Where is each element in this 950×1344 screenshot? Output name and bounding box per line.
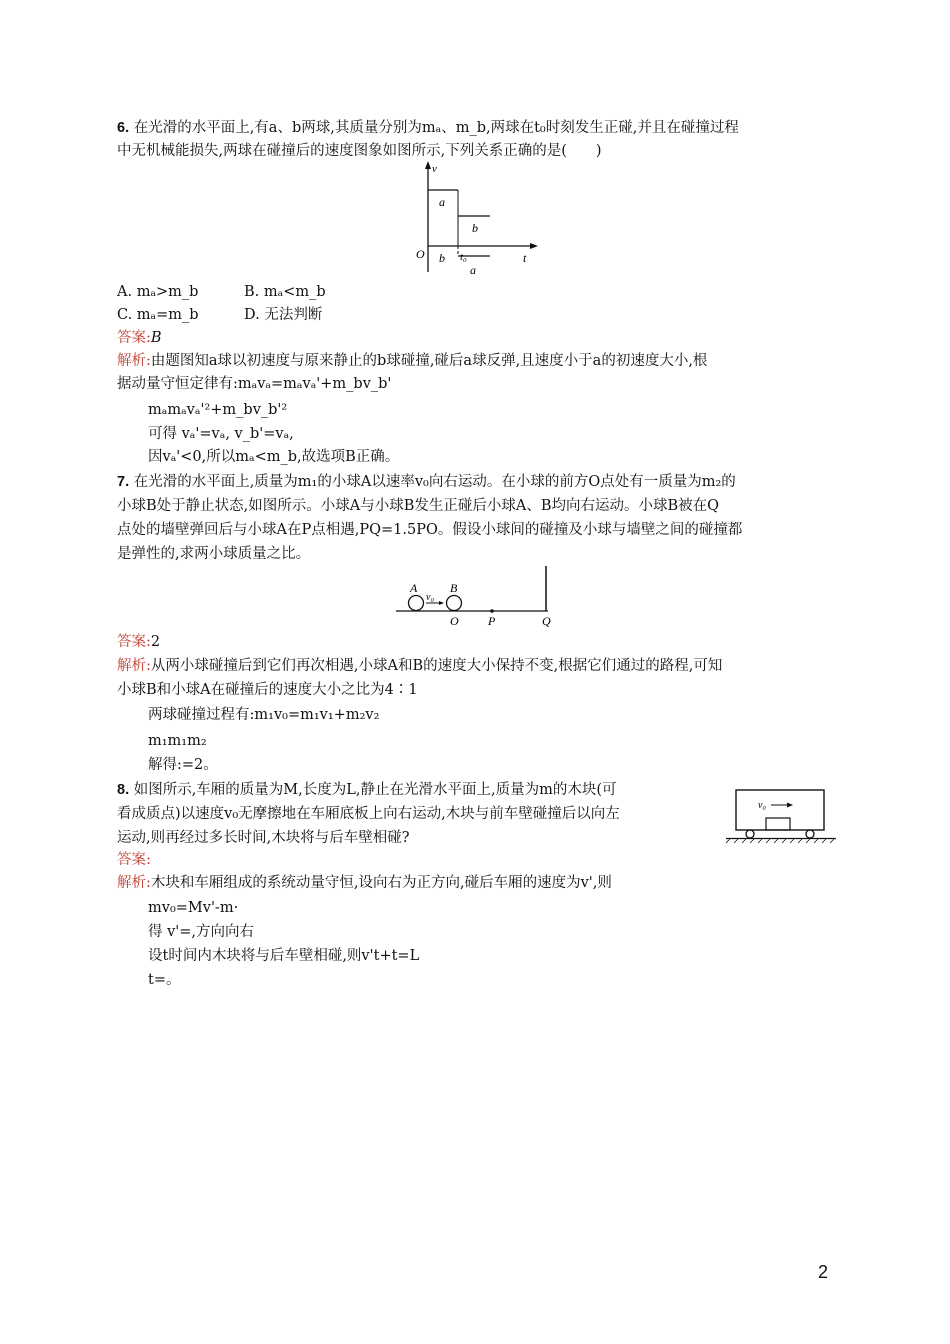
q8-stem-3: 运动,则再经过多长时间,木块将与后车壁相碰? xyxy=(117,830,410,846)
q6-answer-value: B xyxy=(150,330,162,346)
q7-ball-a xyxy=(409,596,424,611)
q7-label-p: P xyxy=(488,614,496,628)
q7-analysis-label: 解析: xyxy=(117,658,151,674)
q7-analysis-line-1 xyxy=(117,656,722,676)
q6-label-b-before: b xyxy=(439,251,445,265)
q7-stem-4: 是弹性的,求两小球质量之比。 xyxy=(117,546,311,562)
q7-label-b: B xyxy=(450,581,458,595)
q7-stem-1: 在光滑的水平面上,质量为m₁的小球A以速率v₀向右运动。在小球的前方O点处有一质量为m₂的 xyxy=(133,474,736,490)
q6-option-b: B. mₐ<m_b xyxy=(244,284,326,300)
q6-analysis-4: 可得 vₐ'=vₐ, v_b'=vₐ, xyxy=(148,426,294,442)
q6-option-a: A. mₐ>m_b xyxy=(117,284,199,300)
q7-analysis-1: 从两小球碰撞后到它们再次相遇,小球A和B的速度大小保持不变,根据它们通过的路程,可知 xyxy=(150,658,723,674)
q6-option-c: C. mₐ=m_b xyxy=(117,307,199,323)
q7-stem-3: 点处的墙壁弹回后与小球A在P点相遇,PQ=1.5PO。假设小球间的碰撞及小球与墙壁之间的碰撞都 xyxy=(117,522,743,538)
q7-text-line-1 xyxy=(117,472,736,492)
q8-answer xyxy=(117,850,151,870)
q7-analysis-4: m₁m₁m₂ xyxy=(148,733,207,749)
q8-carriage-diagram xyxy=(726,782,838,844)
q6-origin: O xyxy=(416,247,425,261)
q8-stem-1: 如图所示,车厢的质量为M,长度为L,静止在光滑水平面上,质量为m的木块(可 xyxy=(133,782,617,798)
q8-block xyxy=(766,818,790,830)
q8-number: 8. xyxy=(117,782,130,798)
q7-answer-value: 2 xyxy=(150,634,161,650)
q7-answer-label: 答案: xyxy=(117,634,151,650)
q6-axis-v: v xyxy=(432,163,437,175)
q6-answer-label: 答案: xyxy=(117,330,151,346)
q6-label-t0: t₀ xyxy=(460,251,467,263)
q8-text-line-1 xyxy=(117,780,617,800)
q6-stem-1: 在光滑的水平面上,有a、b两球,其质量分别为mₐ、m_b,两球在t₀时刻发生正碰,并且在碰撞过程 xyxy=(133,120,739,136)
q6-analysis-2: 据动量守恒定律有:mₐvₐ=mₐvₐ'+m_bv_b' xyxy=(117,376,392,392)
q6-label-a-after: a xyxy=(470,263,476,277)
q6-analysis-3: mₐmₐvₐ'²+m_bv_b'² xyxy=(148,402,288,418)
q6-answer xyxy=(117,328,162,348)
q7-number: 7. xyxy=(117,474,130,490)
q7-label-a: A xyxy=(410,581,418,595)
q7-label-q: Q xyxy=(542,614,551,628)
q7-answer xyxy=(117,632,160,652)
q7-collision-diagram xyxy=(392,562,562,630)
q6-velocity-graph xyxy=(412,160,542,278)
q8-stem-2: 看成质点)以速度v₀无摩擦地在车厢底板上向右运动,木块与前车壁碰撞后以向左 xyxy=(117,806,620,822)
q8-analysis-2: mv₀=Mv'-m· xyxy=(148,900,239,916)
q7-label-v0: v₀ xyxy=(426,592,434,603)
q7-analysis-3: 两球碰撞过程有:m₁v₀=m₁v₁+m₂v₂ xyxy=(148,707,380,723)
q6-option-d: D. 无法判断 xyxy=(244,307,323,323)
q6-label-b-after: b xyxy=(472,221,478,235)
q6-analysis-line-1 xyxy=(117,351,707,371)
q6-axis-t: t xyxy=(523,251,527,265)
q7-analysis-5: 解得:=2。 xyxy=(148,757,218,773)
q6-analysis-label: 解析: xyxy=(117,353,151,369)
q6-stem-2: 中无机械能损失,两球在碰撞后的速度图象如图所示,下列关系正确的是( ) xyxy=(117,143,602,159)
q7-analysis-2: 小球B和小球A在碰撞后的速度大小之比为4∶1 xyxy=(117,682,418,698)
q8-analysis-line-1 xyxy=(117,873,612,893)
q8-label-v0: v₀ xyxy=(758,800,766,811)
q7-ball-b xyxy=(447,596,462,611)
q8-answer-label: 答案: xyxy=(117,852,151,868)
q8-analysis-5: t=。 xyxy=(148,972,181,988)
q6-analysis-1: 由题图知a球以初速度与原来静止的b球碰撞,碰后a球反弹,且速度小于a的初速度大小,根 xyxy=(150,353,708,369)
q6-analysis-5: 因vₐ'<0,所以mₐ<m_b,故选项B正确。 xyxy=(148,449,400,465)
page-number: 2 xyxy=(818,1262,829,1282)
q8-analysis-label: 解析: xyxy=(117,875,151,891)
q7-stem-2: 小球B处于静止状态,如图所示。小球A与小球B发生正碰后小球A、B均向右运动。小球B被在Q xyxy=(117,498,720,514)
q6-text-line-1 xyxy=(117,118,739,138)
q6-number: 6. xyxy=(117,120,130,136)
q6-label-a-before: a xyxy=(439,195,445,209)
q8-analysis-4: 设t时间内木块将与后车壁相碰,则v't+t=L xyxy=(148,948,420,964)
q8-analysis-1: 木块和车厢组成的系统动量守恒,设向右为正方向,碰后车厢的速度为v',则 xyxy=(150,875,612,891)
q8-analysis-3: 得 v'=,方向向右 xyxy=(148,924,255,940)
q7-label-o: O xyxy=(450,614,459,628)
